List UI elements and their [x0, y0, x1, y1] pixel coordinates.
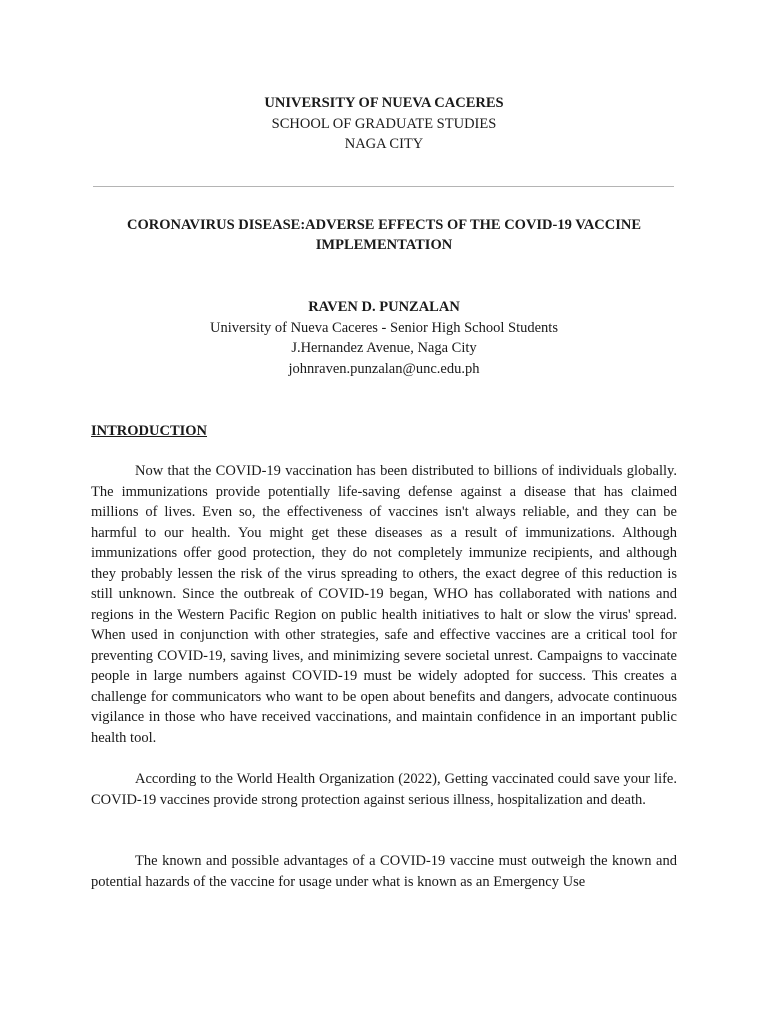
title-line-2: IMPLEMENTATION [315, 237, 453, 253]
university-name: UNIVERSITY OF NUEVA CACERES [264, 95, 504, 111]
section-heading-introduction: INTRODUCTION [91, 423, 208, 439]
author-name: RAVEN D. PUNZALAN [308, 299, 460, 315]
title-line-1: CORONAVIRUS DISEASE:ADVERSE EFFECTS OF THE COVID-19 VACCINE [126, 217, 642, 233]
paper-title [100, 215, 668, 255]
author-affiliation: University of Nueva Caceres - Senior High School Students [210, 319, 558, 336]
author-address: J.Hernandez Avenue, Naga City [291, 340, 477, 356]
institution-header [0, 93, 768, 155]
city-name: NAGA CITY [344, 136, 424, 152]
school-name: SCHOOL OF GRADUATE STUDIES [271, 115, 497, 132]
body-paragraph: According to the World Health Organization (2022), Getting vaccinated could save your life. COVID-19 vaccines provide strong protection against serious illness, hospitalization and death. [91, 771, 677, 808]
horizontal-divider [93, 186, 674, 187]
body-paragraph: Now that the COVID-19 vaccination has been distributed to billions of individuals globally. The immunizations provide potentially life-saving defense against a disease that has claimed millions of lives. Even so, the effectiveness of vaccines isn't always reliable, and they can be harmful to our health. You might get these diseases as a result of immunizations. Although immunizations offer good protection, they do not completely immunize recipients, and although they probably lessen the risk of the virus spreading to others, the exact degree of this reduction is still unknown. Since the outbreak of COVID-19 began, WHO has collaborated with nations and regions in the Western Pacific Region on public health initiatives to halt or slow the virus' spread. When used in conjunction with other strategies, safe and effective vaccines are a critical tool for preventing COVID-19, saving lives, and minimizing severe societal unrest. Campaigns to vaccinate people in large numbers against COVID-19 must be widely adopted for success. This creates a challenge for communicators who want to be open about benefits and dangers, advocate continuous vigilance in those who have received vaccinations, and maintain confidence in an important public health tool. [91, 463, 677, 746]
body-paragraph: The known and possible advantages of a COVID-19 vaccine must outweigh the known and potential hazards of the vaccine for usage under what is known as an Emergency Use [91, 853, 677, 890]
author-info [0, 297, 768, 379]
author-email: johnraven.punzalan@unc.edu.ph [288, 360, 480, 377]
